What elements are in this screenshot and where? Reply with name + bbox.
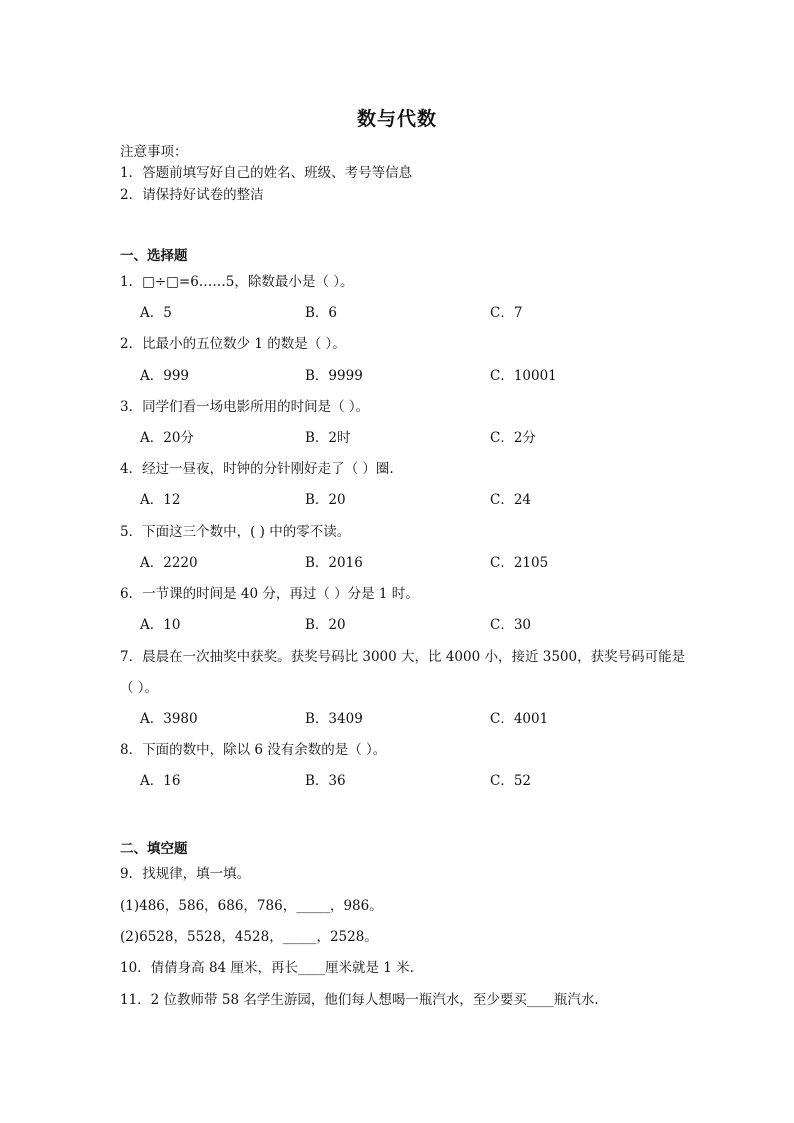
option-a: A．12 [140, 492, 181, 508]
fill-question-line: 9．找规律，填一填。 [120, 866, 251, 882]
question-text: 3．同学们看一场电影所用的时间是（ ）。 [120, 399, 370, 415]
option-b: B．20 [305, 492, 346, 508]
option-b: B．6 [305, 305, 338, 321]
option-c: C．52 [490, 773, 532, 789]
question-text: 6．一节课的时间是 40 分，再过（ ）分是 1 时。 [120, 586, 419, 602]
option-c: C．10001 [490, 368, 557, 384]
option-b: B．2016 [305, 555, 363, 571]
option-a: A．999 [140, 368, 190, 384]
option-b: B．20 [305, 617, 346, 633]
fill-question-line: 10．倩倩身高 84 厘米，再长____厘米就是 1 米. [120, 960, 414, 976]
fill-question-line: 11．2 位教师带 58 名学生游园，他们每人想喝一瓶汽水，至少要买____瓶汽水. [120, 992, 599, 1008]
option-b: B．2时 [305, 430, 351, 446]
question-text: 4．经过一昼夜，时钟的分针刚好走了（ ）圈. [120, 461, 394, 477]
option-b: B．9999 [305, 368, 363, 384]
option-c: C．2分 [490, 430, 536, 446]
note-item: 1．答题前填写好自己的姓名、班级、考号等信息 [120, 165, 413, 181]
option-c: C．30 [490, 617, 532, 633]
fill-question-line: (2)6528，5528，4528，_____，2528。 [120, 929, 378, 945]
option-a: A．5 [140, 305, 172, 321]
notes-heading: 注意事项： [120, 144, 188, 160]
section-heading-fill: 二、填空题 [120, 841, 188, 857]
option-a: A．10 [140, 617, 181, 633]
option-a: A．2220 [140, 555, 198, 571]
question-text: 1．□÷□=6……5，除数最小是（ ）。 [120, 274, 354, 290]
option-b: B．36 [305, 773, 346, 789]
option-c: C．7 [490, 305, 523, 321]
question-text: 2．比最小的五位数少 1 的数是（ ）。 [120, 336, 346, 352]
option-a: A．3980 [140, 711, 198, 727]
question-text: 5．下面这三个数中，( ) 中的零不读。 [120, 524, 351, 540]
question-text-continued: （ ）。 [120, 680, 159, 696]
option-c: C．4001 [490, 711, 549, 727]
question-text: 7．晨晨在一次抽奖中获奖。获奖号码比 3000 大，比 4000 小，接近 3500，获奖号码可能是 [120, 649, 686, 665]
option-a: A．20分 [140, 430, 194, 446]
option-c: C．24 [490, 492, 532, 508]
option-b: B．3409 [305, 711, 363, 727]
option-c: C．2105 [490, 555, 549, 571]
page-title: 数与代数 [356, 108, 437, 130]
section-heading-choice: 一、选择题 [120, 248, 188, 264]
option-a: A．16 [140, 773, 181, 789]
note-item: 2．请保持好试卷的整洁 [120, 187, 264, 203]
fill-question-line: (1)486，586，686，786，_____，986。 [120, 898, 383, 914]
question-text: 8．下面的数中，除以 6 没有余数的是（ ）。 [120, 742, 387, 758]
